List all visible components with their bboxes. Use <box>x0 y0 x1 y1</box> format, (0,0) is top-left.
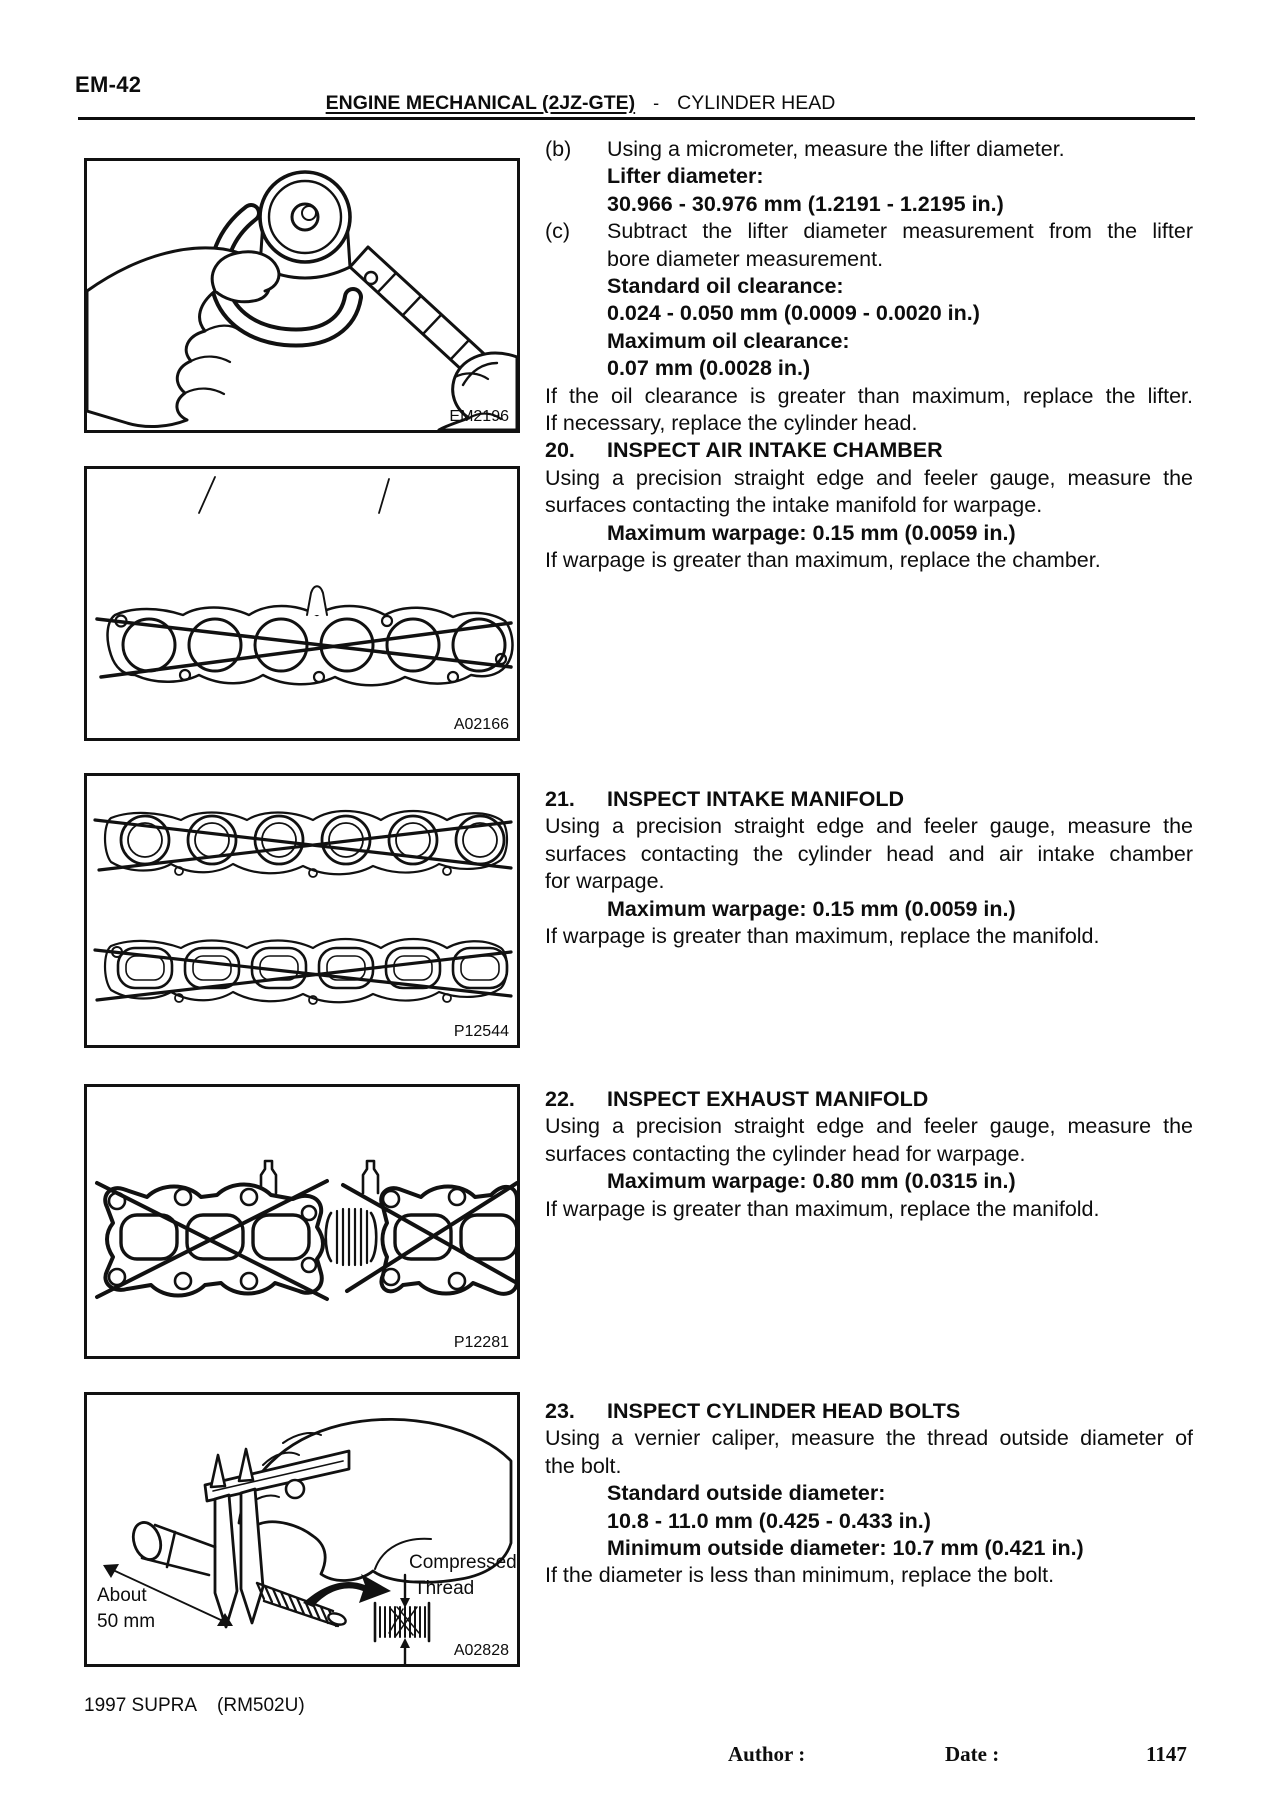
figure-air-intake-chamber <box>84 466 520 741</box>
exhaust-manifold-illustration <box>87 1087 517 1355</box>
footer-model-code: 1997 SUPRA (RM502U) <box>84 1695 305 1716</box>
body-line: the bolt. <box>545 1453 622 1478</box>
spec-line: 0.07 mm (0.0028 in.) <box>607 356 811 381</box>
heading-21: 21. INSPECT INTAKE MANIFOLD <box>545 787 905 811</box>
spec-line: Standard oil clearance: <box>607 274 844 299</box>
page-header <box>78 92 1195 115</box>
body-line: If necessary, replace the cylinder head. <box>545 411 918 436</box>
figure-label: A02828 <box>453 1642 509 1659</box>
procedure-block-lifter <box>545 136 1193 575</box>
body-line: If warpage is greater than maximum, replace the chamber. <box>545 548 1101 573</box>
footer-author-row <box>0 1742 1280 1782</box>
body-line: Using a precision straight edge and feeler gauge, measure the <box>545 1114 1193 1139</box>
body-line: If warpage is greater than maximum, replace the manifold. <box>545 924 1100 949</box>
body-line: surfaces contacting the intake manifold for warpage. <box>545 493 1043 518</box>
header-section-title: ENGINE MECHANICAL (2JZ-GTE) <box>325 92 636 114</box>
body-line: Using a vernier caliper, measure the thread outside diameter of <box>545 1426 1193 1451</box>
about-50mm-annotation: About 50 mm <box>97 1585 156 1632</box>
header-rule <box>78 117 1195 120</box>
page-number: 1147 <box>1146 1742 1187 1766</box>
spec-line: Maximum oil clearance: <box>607 328 850 353</box>
figure-label: EM2196 <box>449 408 509 425</box>
figure-lifter-micrometer <box>84 158 520 433</box>
step-b: (b) Using a micrometer, measure the lifter diameter. <box>545 137 1065 161</box>
body-line: surfaces contacting the cylinder head for warpage. <box>545 1141 1026 1166</box>
spec-line: Maximum warpage: 0.80 mm (0.0315 in.) <box>607 1169 1016 1194</box>
compressed-thread-annotation: Compressed Thread <box>409 1552 517 1599</box>
procedure-block-intake-manifold <box>545 786 1193 950</box>
figure-exhaust-manifold <box>84 1084 520 1359</box>
procedure-block-exhaust-manifold <box>545 1086 1193 1223</box>
lifter-micrometer-illustration <box>87 161 517 430</box>
header-subsection-title: CYLINDER HEAD <box>677 92 836 114</box>
spec-line: Standard outside diameter: <box>607 1481 886 1506</box>
figure-intake-manifold <box>84 773 520 1048</box>
body-line: Using a precision straight edge and feeler gauge, measure the <box>545 465 1193 490</box>
spec-line: Maximum warpage: 0.15 mm (0.0059 in.) <box>607 520 1016 545</box>
intake-manifold-illustration <box>87 776 517 1045</box>
body-line: If the oil clearance is greater than maximum, replace the lifter. <box>545 383 1193 408</box>
figure-label: P12281 <box>453 1334 509 1351</box>
body-line: surfaces contacting the cylinder head and air intake chamber <box>545 841 1193 866</box>
body-line: If the diameter is less than minimum, replace the bolt. <box>545 1563 1055 1588</box>
spec-line: Maximum warpage: 0.15 mm (0.0059 in.) <box>607 896 1016 921</box>
header-separator: - <box>653 93 660 113</box>
author-label: Author : <box>728 1742 806 1766</box>
spec-line: Lifter diameter: <box>607 164 764 189</box>
figure-cylinder-head-bolt <box>84 1392 520 1667</box>
spec-line: 0.024 - 0.050 mm (0.0009 - 0.0020 in.) <box>607 301 980 326</box>
spec-line: Minimum outside diameter: 10.7 mm (0.421 in.) <box>607 1536 1084 1561</box>
date-label: Date : <box>945 1742 1000 1766</box>
page-code: EM-42 <box>75 72 142 97</box>
step-c-continued: bore diameter measurement. <box>607 246 884 271</box>
figure-label: A02166 <box>453 716 509 733</box>
body-line: Using a precision straight edge and feeler gauge, measure the <box>545 814 1193 839</box>
figure-label: P12544 <box>453 1023 509 1040</box>
step-c: (c) Subtract the lifter diameter measurement from the lifter <box>545 219 1193 244</box>
air-intake-chamber-illustration <box>87 469 517 738</box>
heading-22: 22. INSPECT EXHAUST MANIFOLD <box>545 1087 929 1111</box>
heading-23: 23. INSPECT CYLINDER HEAD BOLTS <box>545 1399 961 1423</box>
spec-line: 10.8 - 11.0 mm (0.425 - 0.433 in.) <box>607 1508 931 1533</box>
procedure-block-head-bolts <box>545 1398 1193 1590</box>
body-line: for warpage. <box>545 869 665 894</box>
spec-line: 30.966 - 30.976 mm (1.2191 - 1.2195 in.) <box>607 191 1004 216</box>
heading-20: 20. INSPECT AIR INTAKE CHAMBER <box>545 438 943 463</box>
body-line: If warpage is greater than maximum, replace the manifold. <box>545 1196 1100 1221</box>
